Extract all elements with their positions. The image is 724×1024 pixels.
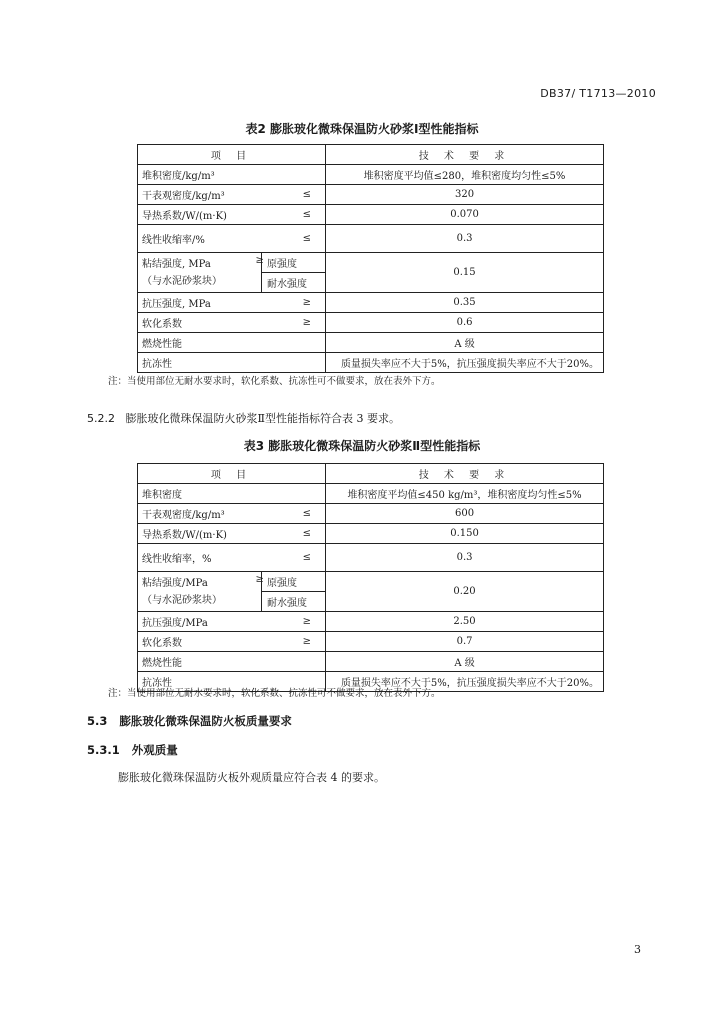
section-number: 5.3 — [87, 714, 108, 728]
table-row — [138, 544, 604, 572]
item-name: 抗冻性 — [138, 353, 256, 373]
comparison-symbol — [256, 333, 326, 353]
requirement-value: 2.50 — [326, 612, 604, 632]
bond-name-line1: 粘结强度, MPa — [142, 258, 211, 270]
item-name: 堆积密度/kg/m³ — [138, 165, 256, 185]
item-name — [138, 253, 256, 293]
item-name: 线性收缩率/% — [138, 225, 256, 253]
table3 — [137, 463, 604, 692]
table-row — [138, 253, 604, 273]
requirement-value: 0.3 — [326, 544, 604, 572]
sub-item-original-strength: 原强度 — [262, 253, 326, 273]
comparison-symbol: ≤ — [256, 205, 326, 225]
header-requirement: 技 术 要 求 — [326, 464, 604, 484]
requirement-value: 0.7 — [326, 632, 604, 652]
clause-number: 5.2.2 — [87, 412, 115, 425]
item-name: 堆积密度 — [138, 484, 256, 504]
clause-5-2-2 — [87, 410, 400, 426]
comparison-symbol: ≤ — [256, 185, 326, 205]
table2 — [137, 144, 604, 373]
clause-text: 膨胀玻化微珠保温防火砂浆Ⅱ型性能指标符合表 3 要求。 — [125, 412, 400, 425]
page-number: 3 — [634, 943, 641, 956]
table-row — [138, 612, 604, 632]
requirement-value: 0.35 — [326, 293, 604, 313]
item-name: 抗冻性 — [138, 672, 256, 692]
item-name: 导热系数/W/(m·K) — [138, 205, 256, 225]
paragraph-5-3-1: 膨胀玻化微珠保温防火板外观质量应符合表 4 的要求。 — [118, 771, 385, 784]
requirement-value: 320 — [326, 185, 604, 205]
requirement-value: 质量损失率应不大于5%，抗压强度损失率应不大于20%。 — [326, 672, 604, 692]
requirement-value: 0.20 — [326, 572, 604, 612]
requirement-value: A 级 — [326, 333, 604, 353]
comparison-symbol: ≥ — [256, 612, 326, 632]
section-title: 膨胀玻化微珠保温防火板质量要求 — [119, 714, 292, 728]
item-name: 燃烧性能 — [138, 652, 256, 672]
item-name: 线性收缩率，% — [138, 544, 256, 572]
comparison-symbol: ≥ — [256, 632, 326, 652]
section-5-3-heading — [87, 713, 292, 729]
header-item: 项 目 — [138, 145, 326, 165]
header-item: 项 目 — [138, 464, 326, 484]
table-row — [138, 333, 604, 353]
table-row — [138, 165, 604, 185]
section-5-3-1-heading — [87, 742, 178, 758]
table-row — [138, 205, 604, 225]
table-row — [138, 353, 604, 373]
requirement-value: 600 — [326, 504, 604, 524]
requirement-value: 质量损失率应不大于5%，抗压强度损失率应不大于20%。 — [326, 353, 604, 373]
comparison-symbol: ≤ — [256, 504, 326, 524]
sub-item-water-resistant-strength: 耐水强度 — [262, 592, 326, 612]
table-row — [138, 572, 604, 592]
requirement-value: 0.15 — [326, 253, 604, 293]
requirement-value: 0.6 — [326, 313, 604, 333]
requirement-value: 0.070 — [326, 205, 604, 225]
item-name: 干表观密度/kg/m³ — [138, 185, 256, 205]
table3-note: 注：当使用部位无耐水要求时，软化系数、抗冻性可不做要求，放在表外下方。 — [108, 688, 441, 699]
table-row — [138, 313, 604, 333]
bond-name-line2: （与水泥砂浆块） — [142, 275, 222, 287]
comparison-symbol — [256, 652, 326, 672]
comparison-symbol: ≥ — [256, 253, 262, 293]
sub-item-original-strength: 原强度 — [262, 572, 326, 592]
comparison-symbol: ≥ — [256, 293, 326, 313]
section-title: 外观质量 — [131, 743, 178, 757]
table-row — [138, 185, 604, 205]
comparison-symbol: ≤ — [256, 225, 326, 253]
item-name: 软化系数 — [138, 632, 256, 652]
item-name: 抗压强度, MPa — [138, 293, 256, 313]
comparison-symbol: ≥ — [256, 313, 326, 333]
table-row — [138, 632, 604, 652]
bond-name-line2: （与水泥砂浆块） — [142, 594, 222, 606]
table2-note: 注：当使用部位无耐水要求时，软化系数、抗冻性可不做要求，放在表外下方。 — [108, 376, 441, 387]
sub-item-water-resistant-strength: 耐水强度 — [262, 273, 326, 293]
requirement-value: 堆积密度平均值≤450 kg/m³，堆积密度均匀性≤5% — [326, 484, 604, 504]
bond-name-line1: 粘结强度/MPa — [142, 577, 208, 589]
requirement-value: 0.150 — [326, 524, 604, 544]
item-name: 燃烧性能 — [138, 333, 256, 353]
table3-title: 表3 膨胀玻化微珠保温防火砂浆Ⅱ型性能指标 — [243, 439, 481, 453]
comparison-symbol — [256, 353, 326, 373]
header-row — [138, 464, 604, 484]
requirement-value: 0.3 — [326, 225, 604, 253]
table-row — [138, 293, 604, 313]
item-name — [138, 572, 256, 612]
comparison-symbol: ≥ — [256, 572, 262, 612]
table-row — [138, 484, 604, 504]
document-code: DB37/ T1713—2010 — [540, 87, 656, 100]
item-name: 软化系数 — [138, 313, 256, 333]
item-name: 导热系数/W/(m·K) — [138, 524, 256, 544]
comparison-symbol — [256, 484, 326, 504]
section-number: 5.3.1 — [87, 743, 120, 757]
comparison-symbol: ≤ — [256, 524, 326, 544]
comparison-symbol — [256, 165, 326, 185]
table-row — [138, 652, 604, 672]
table-row — [138, 225, 604, 253]
comparison-symbol: ≤ — [256, 544, 326, 572]
table-row — [138, 504, 604, 524]
requirement-value: 堆积密度平均值≤280，堆积密度均匀性≤5% — [326, 165, 604, 185]
item-name: 抗压强度/MPa — [138, 612, 256, 632]
requirement-value: A 级 — [326, 652, 604, 672]
table-row — [138, 524, 604, 544]
header-requirement: 技 术 要 求 — [326, 145, 604, 165]
header-row — [138, 145, 604, 165]
table2-title: 表2 膨胀玻化微珠保温防火砂浆Ⅰ型性能指标 — [245, 122, 479, 136]
item-name: 干表观密度/kg/m³ — [138, 504, 256, 524]
